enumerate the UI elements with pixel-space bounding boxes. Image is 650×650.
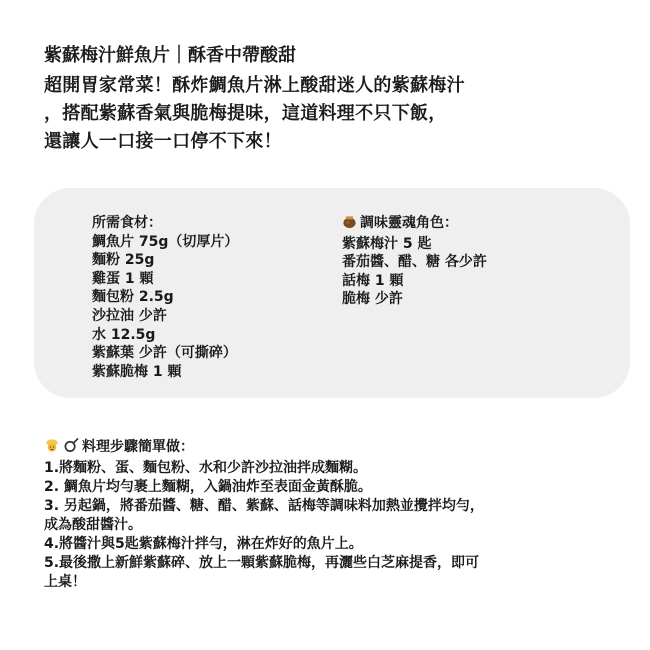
ingredients-heading: 所需食材： <box>92 215 162 231</box>
ingredients-card <box>34 188 630 398</box>
step-line: 2. 鯛魚片均勻裹上麵糊，入鍋油炸至表面金黃酥脆。 <box>44 479 372 495</box>
step-line: 1.將麵粉、蛋、麵包粉、水和少許沙拉油拌成麵糊。 <box>44 460 368 476</box>
ingredients-list <box>92 214 322 381</box>
ingredient-item: 麵包粉 2.5g <box>92 289 174 306</box>
ingredient-item: 紫蘇脆梅 1 顆 <box>92 363 182 380</box>
recipe-header <box>44 44 624 156</box>
seasoning-heading-row <box>342 214 522 235</box>
seasoning-list <box>342 214 522 309</box>
seasoning-heading: 調味靈魂角色： <box>360 215 458 231</box>
step-line: 成為酸甜醬汁。 <box>44 517 142 533</box>
ingredient-item: 紫蘇葉 少許（可撕碎） <box>92 345 237 362</box>
seasoning-item: 番茄醬、醋、糖 各少許 <box>342 254 487 271</box>
steps-section <box>44 438 630 592</box>
cooking-pan-icon <box>63 438 79 459</box>
recipe-title: 紫蘇梅汁鮮魚片｜酥香中帶酸甜 <box>44 45 296 66</box>
steps-heading: 料理步驟簡單做： <box>82 439 194 455</box>
intro-line: 超開胃家常菜！酥炸鯛魚片淋上酸甜迷人的紫蘇梅汁 <box>44 75 465 96</box>
step-line: 上桌！ <box>44 574 86 590</box>
ingredient-item: 雞蛋 1 顆 <box>92 270 154 287</box>
ingredient-item: 麵粉 25g <box>92 252 155 269</box>
step-line: 4.將醬汁與5匙紫蘇梅汁拌勻，淋在炸好的魚片上。 <box>44 536 363 552</box>
ingredient-item: 鯛魚片 75g（切厚片） <box>92 233 239 250</box>
ingredient-item: 沙拉油 少許 <box>92 307 167 324</box>
step-line: 5.最後撒上新鮮紫蘇碎、放上一顆紫蘇脆梅，再灑些白芝麻提香，即可 <box>44 555 480 571</box>
steps-heading-row <box>44 438 630 459</box>
seasoning-jar-icon <box>342 214 357 235</box>
chef-icon <box>44 438 60 459</box>
intro-line: ，搭配紫蘇香氣與脆梅提味，這道料理不只下飯， <box>44 103 447 124</box>
seasoning-item: 話梅 1 顆 <box>342 272 404 289</box>
intro-line: 還讓人一口接一口停不下來！ <box>44 131 282 152</box>
step-line: 3. 另起鍋，將番茄醬、糖、醋、紫蘇、話梅等調味料加熱並攪拌均勻， <box>44 498 484 514</box>
ingredient-item: 水 12.5g <box>92 326 156 343</box>
seasoning-item: 脆梅 少許 <box>342 291 403 308</box>
seasoning-item: 紫蘇梅汁 5 匙 <box>342 235 432 252</box>
